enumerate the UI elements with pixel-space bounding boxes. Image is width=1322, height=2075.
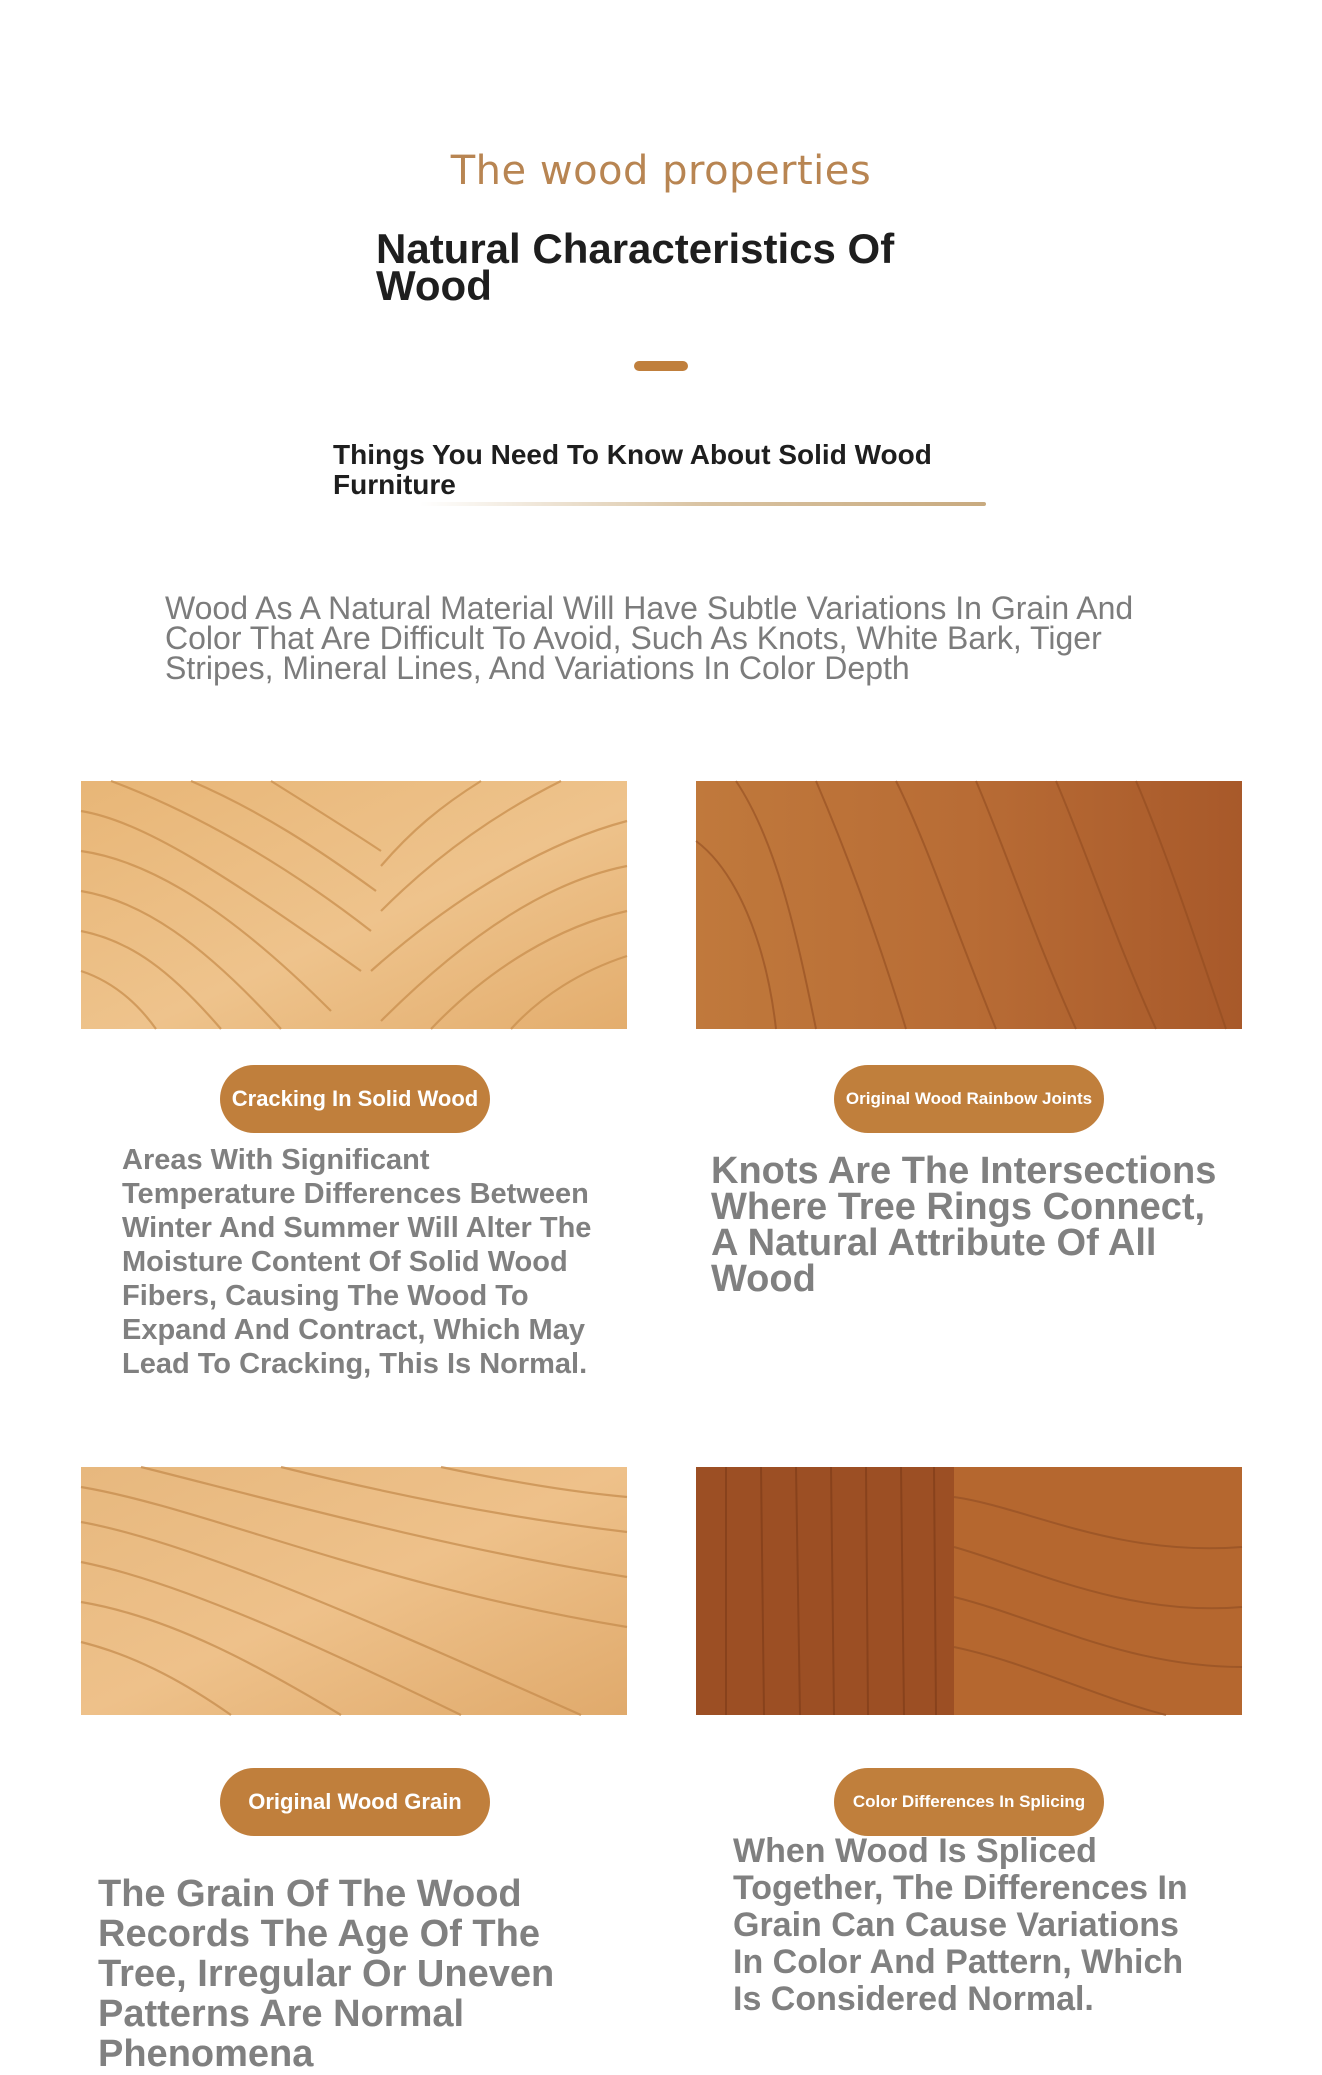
section-subtitle: Things You Need To Know About Solid Wood Furniture [333,439,932,500]
feature-description-rainbow-joints: Knots Are The Intersections Where Tree Rings Connect, A Natural Attribute Of All Wood [711,1150,1217,1300]
page-title: Natural Characteristics Of Wood [376,225,895,309]
intro-text: Wood As A Natural Material Will Have Subtle Variations In Grain And Color That Are Difficult To Avoid, Such As Knots, White Bark, Tiger Stripes, Mineral Lines, And Variations In Color Depth [165,590,1134,686]
feature-label-rainbow-joints: Original Wood Rainbow Joints [834,1065,1104,1133]
wood-sample-image-grain [81,1467,627,1715]
dark-wood-grain-icon [696,781,1242,1029]
light-wood-grain-icon [81,781,627,1029]
feature-description-splicing: When Wood Is Spliced Together, The Differences In Grain Can Cause Variations In Color And Pattern, Which Is Considered Normal. [733,1832,1188,2018]
feature-description-cracking: Areas With Significant Temperature Differences Between Winter And Summer Will Alter The Moisture Content Of Solid Wood Fibers, Causing The Wood To Expand And Contract, Which May Lead To Cracking, This Is Normal. [122,1144,592,1380]
wood-sample-image-splicing [696,1467,1242,1715]
wood-sample-image-rainbow-joints [696,781,1242,1029]
light-wood-grain-icon [81,1467,627,1715]
feature-label-cracking: Cracking In Solid Wood [220,1065,490,1133]
section-kicker: The wood properties [450,148,872,194]
spliced-wood-grain-icon [696,1467,1242,1715]
subtitle-underline [420,502,986,506]
feature-label-grain: Original Wood Grain [220,1768,490,1836]
feature-label-splicing: Color Differences In Splicing [834,1768,1104,1836]
title-divider [634,361,688,371]
wood-sample-image-cracking [81,781,627,1029]
feature-description-grain: The Grain Of The Wood Records The Age Of The Tree, Irregular Or Uneven Patterns Are Normal Phenomena [98,1873,555,2075]
